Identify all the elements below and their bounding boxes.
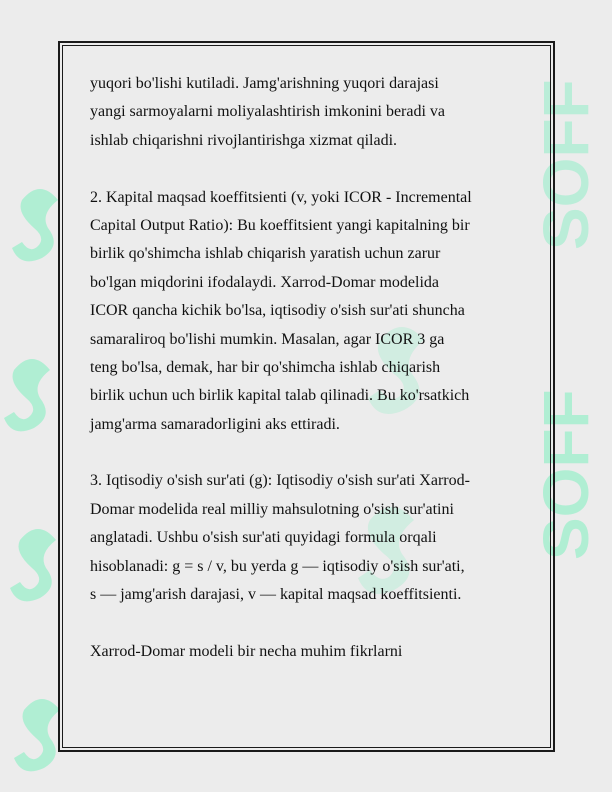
watermark-s-shape [4,359,50,431]
text-line: samaraliroq bo'lishi mumkin. Masalan, agar ICOR 3 ga [90,330,445,348]
text-line: birlik uchun uch birlik kapital talab qilinadi. Bu ko'rsatkich [90,387,470,405]
text-line: Xarrod-Domar modeli bir necha muhim fikrlarni [90,642,403,660]
text-line: Domar modelida real milliy mahsulotning o'sish sur'atini [90,500,454,518]
text-line: anglatadi. Ushbu o'sish sur'ati quyidagi formula orqali [90,529,437,547]
text-line: ishlab chiqarishni rivojlantirishga xizmat qiladi. [90,131,398,149]
text-line: Capital Output Ratio): Bu koeffitsient yangi kapitalning bir [90,216,470,234]
text-line: yangi sarmoyalarni moliyalashtirish imkonini beradi va [90,103,446,121]
paragraph-gap [90,439,530,467]
watermark-s-shape [14,699,60,771]
text-line: 2. Kapital maqsad koeffitsienti (v, yoki ICOR - Incremental [90,188,472,206]
watermark-text: SOFF [530,389,602,560]
watermark-s-shape [10,529,56,601]
paragraph-gap [90,155,530,183]
text-line: ICOR qancha kichik bo'lsa, iqtisodiy o'sish sur'ati shuncha [90,302,465,320]
text-line: 3. Iqtisodiy o'sish sur'ati (g): Iqtisodiy o'sish sur'ati Xarrod- [90,472,470,490]
paragraph-icor [90,184,530,440]
text-line: hisoblanadi: g = s / v, bu yerda g — iqtisodiy o'sish sur'ati, [90,557,465,575]
text-line: bo'lgan miqdorini ifodalaydi. Xarrod-Domar modelida [90,273,440,291]
text-line: yuqori bo'lishi kutiladi. Jamg'arishning yuqori darajasi [90,75,439,92]
document-body [90,70,530,666]
paragraph-jamgarish-continuation [90,70,530,155]
watermark-text: SOFF [530,79,602,250]
watermark-s-shape [12,189,58,261]
text-line: teng bo'lsa, demak, har bir qo'shimcha ishlab chiqarish [90,358,441,376]
text-line: jamg'arma samaradorligini aks ettiradi. [90,415,340,433]
paragraph-gap [90,609,530,637]
paragraph-growth-rate [90,467,530,609]
text-line: birlik qo'shimcha ishlab chiqarish yaratish uchun zarur [90,245,441,263]
text-line: s — jamg'arish darajasi, v — kapital maqsad koeffitsienti. [90,586,462,604]
paragraph-model-ideas [90,638,530,666]
